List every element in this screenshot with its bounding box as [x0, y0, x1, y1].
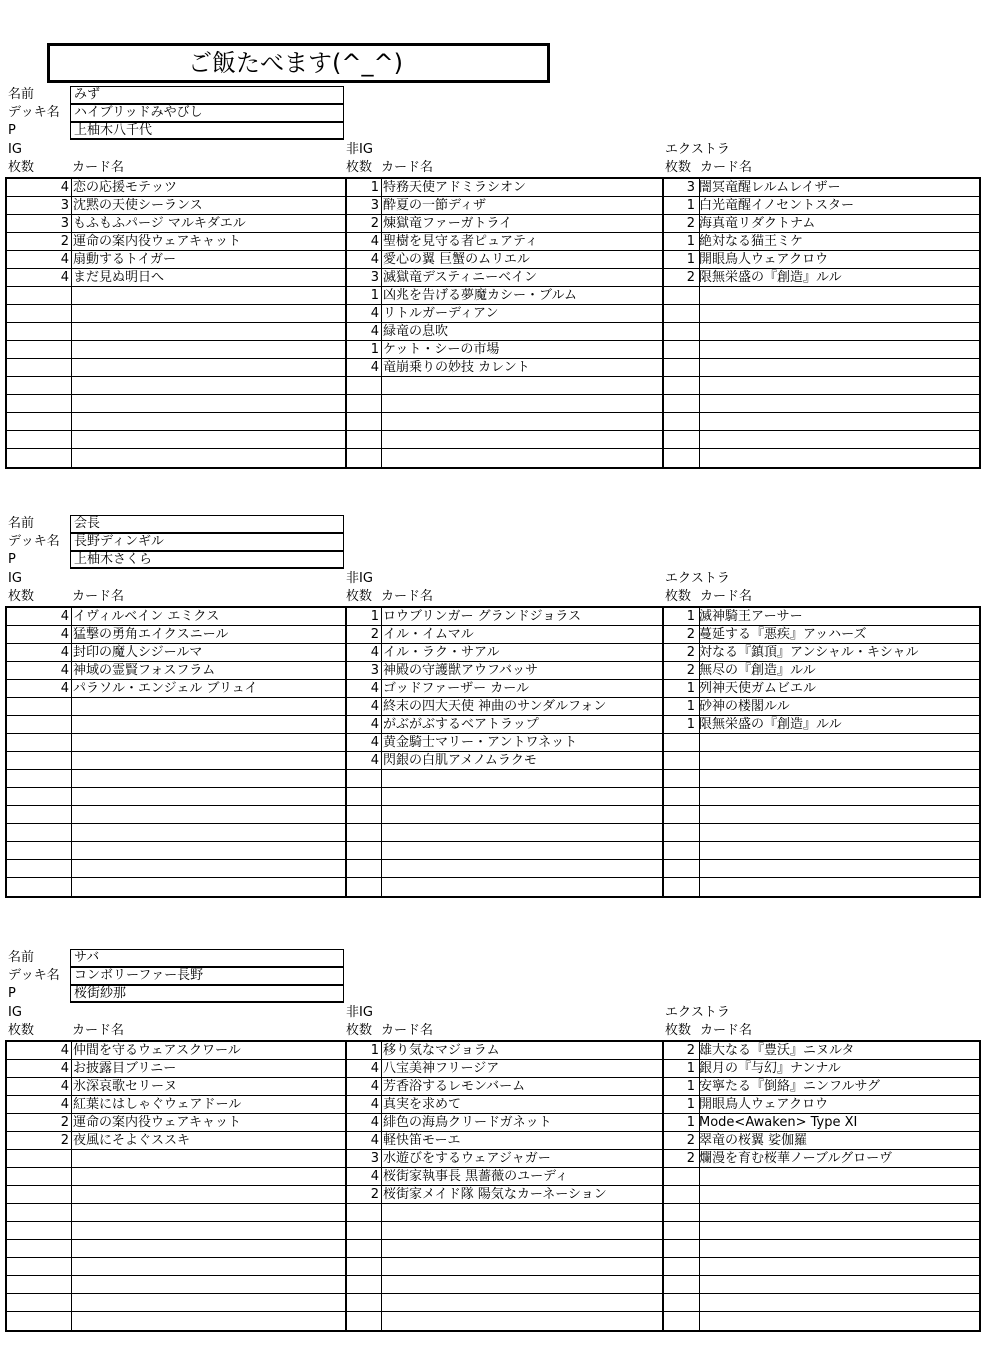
extra-card-count: 2 — [686, 663, 695, 678]
ig-card-count: 2 — [60, 1133, 69, 1148]
table-row — [7, 233, 979, 251]
extra-card-count: 1 — [686, 717, 695, 732]
non-ig-card-name: 黄金騎士マリー・アントワネット — [383, 735, 578, 750]
table-row — [7, 752, 979, 770]
ig-card-name-header: カード名 — [72, 589, 125, 604]
non-ig-card-count: 3 — [370, 1151, 379, 1166]
ig-card-name: 扇動するトイガー — [73, 252, 176, 267]
non-ig-card-count: 4 — [370, 1061, 379, 1076]
ig-header: IG — [8, 571, 22, 586]
ig-card-count: 4 — [60, 1097, 69, 1112]
non-ig-header: 非IG — [346, 1005, 373, 1020]
table-row — [7, 197, 979, 215]
ig-card-name: まだ見ぬ明日へ — [73, 270, 165, 285]
sheet-title-box — [47, 43, 550, 83]
extra-card-count: 1 — [686, 198, 695, 213]
table-row — [7, 842, 979, 860]
table-row — [7, 626, 979, 644]
ig-count-header: 枚数 — [8, 1023, 35, 1038]
table-row — [7, 770, 979, 788]
p-label: P — [8, 552, 16, 567]
non-ig-card-count: 4 — [370, 753, 379, 768]
deck-name-field: 長野ディンギル — [70, 533, 344, 551]
table-row — [7, 806, 979, 824]
ig-card-count: 3 — [60, 198, 69, 213]
extra-card-name: 海真竜リダクトナム — [699, 216, 816, 231]
table-row — [7, 1078, 979, 1096]
non-ig-card-count: 3 — [370, 198, 379, 213]
ig-card-count: 4 — [60, 663, 69, 678]
extra-card-count: 1 — [686, 1115, 695, 1130]
non-ig-card-name: 真実を求めて — [383, 1097, 462, 1112]
ig-card-name: 沈黙の天使シーランス — [73, 198, 203, 213]
table-row — [7, 431, 979, 449]
extra-card-count: 1 — [686, 681, 695, 696]
non-ig-card-count: 1 — [370, 342, 379, 357]
non-ig-card-name: 特務天使アドミラシオン — [383, 180, 527, 195]
non-ig-card-name: がぶがぶするベアトラップ — [383, 717, 539, 732]
extra-card-name: 限無栄盛の『創造』ルル — [699, 717, 842, 732]
table-row — [7, 860, 979, 878]
table-row — [7, 413, 979, 431]
table-row — [7, 878, 979, 896]
ig-card-count: 3 — [60, 216, 69, 231]
extra-card-name: 絶対なる猫王ミケ — [699, 234, 804, 249]
extra-card-count: 1 — [686, 1061, 695, 1076]
ig-card-name: 夜風にそよぐススキ — [73, 1133, 191, 1148]
ig-card-name: もふもふパージ マルキダエル — [73, 216, 246, 231]
table-row — [7, 1204, 979, 1222]
ig-card-count: 4 — [60, 252, 69, 267]
non-ig-card-count: 4 — [370, 1097, 379, 1112]
non-ig-card-name: 移り気なマジョラム — [383, 1043, 500, 1058]
non-ig-card-count: 4 — [370, 360, 379, 375]
p-field: 上柚木さくら — [70, 551, 344, 569]
extra-card-name-header: カード名 — [700, 160, 753, 175]
non-ig-card-name: ゴッドファーザー カール — [383, 681, 529, 696]
table-row — [7, 608, 979, 626]
non-ig-card-count: 1 — [370, 1043, 379, 1058]
extra-card-count: 1 — [686, 1097, 695, 1112]
table-row — [7, 1312, 979, 1330]
non-ig-card-count: 4 — [370, 681, 379, 696]
ig-card-name: お披露目ブリニー — [73, 1061, 177, 1076]
extra-card-count: 1 — [686, 234, 695, 249]
extra-count-header: 枚数 — [665, 1023, 692, 1038]
non-ig-header: 非IG — [346, 142, 373, 157]
table-row — [7, 377, 979, 395]
extra-card-name: 蔓延する『悪疾』アッハーズ — [699, 627, 867, 642]
extra-card-count: 2 — [686, 1133, 695, 1148]
ig-count-header: 枚数 — [8, 589, 35, 604]
p-field: 上柚木八千代 — [70, 122, 344, 140]
player-name-field: みず — [70, 86, 344, 104]
non-ig-card-name: 八宝美神フリージア — [383, 1061, 500, 1076]
extra-count-header: 枚数 — [665, 160, 692, 175]
deck-name-field: コンボリーファー長野 — [70, 967, 344, 985]
non-ig-card-name: 神殿の守護獣アウフバッサ — [383, 663, 538, 678]
non-ig-card-count: 3 — [370, 663, 379, 678]
name-label: 名前 — [8, 516, 35, 531]
ig-card-name: 仲間を守るウェアスクワール — [73, 1043, 241, 1058]
deck-name-label: デッキ名 — [8, 534, 60, 549]
ig-card-name: 封印の魔人シジールマ — [73, 645, 203, 660]
ig-card-name: 猛撃の勇角エイクスニール — [73, 627, 229, 642]
non-ig-card-count: 4 — [370, 324, 379, 339]
ig-card-name: イヴィルベイン エミクス — [73, 609, 220, 624]
extra-card-name: 開眼鳥人ウェアクロウ — [699, 252, 829, 267]
non-ig-card-name: 凶兆を告げる夢魔カシー・ブルム — [383, 288, 577, 303]
table-row — [7, 1258, 979, 1276]
non-ig-card-name: イル・イムマル — [383, 627, 474, 642]
non-ig-card-name: 緑竜の息吹 — [383, 324, 449, 339]
ig-card-name: 運命の案内役ウェアキャット — [73, 234, 241, 249]
table-row — [7, 1276, 979, 1294]
table-row — [7, 341, 979, 359]
extra-card-count: 1 — [686, 252, 695, 267]
extra-card-count: 1 — [686, 699, 695, 714]
p-label: P — [8, 986, 16, 1001]
non-ig-card-name: 軽快笛モーエ — [383, 1133, 461, 1148]
non-ig-card-name: 閃銀の白肌アメノムラクモ — [383, 753, 537, 768]
non-ig-count-header: 枚数 — [346, 160, 373, 175]
extra-card-name: 白光竜醒イノセントスター — [699, 198, 854, 213]
card-grid — [5, 1040, 981, 1332]
card-grid — [5, 606, 981, 898]
ig-header: IG — [8, 1005, 22, 1020]
extra-count-header: 枚数 — [665, 589, 692, 604]
extra-header: エクストラ — [665, 571, 730, 586]
ig-card-count: 2 — [60, 234, 69, 249]
p-label: P — [8, 123, 16, 138]
name-label: 名前 — [8, 87, 35, 102]
extra-card-name: 限無栄盛の『創造』ルル — [699, 270, 842, 285]
table-row — [7, 698, 979, 716]
card-grid — [5, 177, 981, 469]
non-ig-count-header: 枚数 — [346, 589, 373, 604]
extra-card-name-header: カード名 — [700, 589, 753, 604]
table-row — [7, 359, 979, 377]
extra-card-count: 1 — [686, 609, 695, 624]
non-ig-card-count: 4 — [370, 234, 379, 249]
table-row — [7, 734, 979, 752]
extra-card-name: 無尽の『創造』ルル — [699, 663, 816, 678]
table-row — [7, 287, 979, 305]
table-row — [7, 251, 979, 269]
table-row — [7, 449, 979, 467]
extra-card-count: 2 — [686, 270, 695, 285]
extra-card-name: Mode<Awaken> Type XI — [699, 1115, 858, 1130]
ig-card-count: 4 — [60, 681, 69, 696]
non-ig-card-count: 1 — [370, 288, 379, 303]
non-ig-card-name-header: カード名 — [381, 1023, 434, 1038]
extra-card-count: 2 — [686, 627, 695, 642]
non-ig-card-count: 4 — [370, 1079, 379, 1094]
table-row — [7, 1222, 979, 1240]
ig-card-name-header: カード名 — [72, 1023, 125, 1038]
table-row — [7, 644, 979, 662]
ig-card-count: 4 — [60, 1061, 69, 1076]
extra-card-name: 列神天使ガムビエル — [699, 681, 817, 696]
extra-header: エクストラ — [665, 1005, 730, 1020]
extra-card-count: 2 — [686, 645, 695, 660]
table-row — [7, 323, 979, 341]
non-ig-card-name: 竜崩乗りの妙技 カレント — [383, 360, 530, 375]
non-ig-card-count: 1 — [370, 609, 379, 624]
sheet-title: ご飯たべます(^_^) — [188, 49, 403, 77]
non-ig-card-count: 3 — [370, 270, 379, 285]
extra-card-name: 砂神の楼閣ルル — [699, 699, 790, 714]
ig-card-count: 4 — [60, 609, 69, 624]
non-ig-card-count: 2 — [370, 627, 379, 642]
ig-card-count: 4 — [60, 180, 69, 195]
extra-card-name: 爛漫を育む桜華ノーブルグローヴ — [699, 1151, 893, 1166]
player-name-field: 会長 — [70, 515, 344, 533]
non-ig-card-name: ケット・シーの市場 — [383, 342, 500, 357]
non-ig-card-count: 4 — [370, 699, 379, 714]
table-row — [7, 1096, 979, 1114]
non-ig-card-name: 桜街家メイド隊 陽気なカーネーション — [383, 1187, 607, 1202]
non-ig-card-count: 4 — [370, 1133, 379, 1148]
non-ig-card-name: 水遊びをするウェアジャガー — [383, 1151, 551, 1166]
ig-card-name: 紅葉にはしゃぐウェアドール — [73, 1097, 242, 1112]
non-ig-card-count: 4 — [370, 252, 379, 267]
non-ig-card-count: 4 — [370, 1115, 379, 1130]
extra-header: エクストラ — [665, 142, 730, 157]
extra-card-name: 銀月の『与幻』ナンナル — [699, 1061, 841, 1076]
non-ig-card-name: 芳香浴するレモンバーム — [383, 1079, 526, 1094]
table-row — [7, 215, 979, 233]
deck-name-label: デッキ名 — [8, 968, 60, 983]
non-ig-card-count: 2 — [370, 1187, 379, 1202]
non-ig-card-name-header: カード名 — [381, 589, 434, 604]
extra-card-name: 滅神騎王アーサー — [699, 609, 803, 624]
non-ig-card-count: 4 — [370, 645, 379, 660]
p-field: 桜街紗那 — [70, 985, 344, 1003]
table-row — [7, 788, 979, 806]
table-row — [7, 716, 979, 734]
table-row — [7, 824, 979, 842]
ig-count-header: 枚数 — [8, 160, 35, 175]
table-row — [7, 1132, 979, 1150]
extra-card-count: 2 — [686, 216, 695, 231]
table-row — [7, 1114, 979, 1132]
table-row — [7, 1294, 979, 1312]
player-name-field: サバ — [70, 949, 344, 967]
deck-name-label: デッキ名 — [8, 105, 60, 120]
non-ig-card-name: イル・ラク・サアル — [383, 645, 500, 660]
non-ig-card-name: 終末の四大天使 神曲のサンダルフォン — [383, 699, 607, 714]
non-ig-card-name: 緋色の海鳥クリードガネット — [383, 1115, 552, 1130]
non-ig-card-name: 愛心の翼 巨蟹のムリエル — [383, 252, 530, 267]
table-row — [7, 1150, 979, 1168]
non-ig-card-count: 4 — [370, 306, 379, 321]
ig-card-count: 2 — [60, 1115, 69, 1130]
non-ig-card-count: 4 — [370, 717, 379, 732]
extra-card-name: 開眼鳥人ウェアクロウ — [699, 1097, 829, 1112]
non-ig-card-count: 4 — [370, 735, 379, 750]
table-row — [7, 1186, 979, 1204]
extra-card-count: 3 — [686, 180, 695, 195]
non-ig-card-name: 聖樹を見守る者ピュアティ — [383, 234, 538, 249]
table-row — [7, 269, 979, 287]
ig-card-name: 神域の霊賢フォスフラム — [73, 663, 216, 678]
non-ig-card-count: 4 — [370, 1169, 379, 1184]
non-ig-card-name-header: カード名 — [381, 160, 434, 175]
ig-card-name: 恋の応援モテッツ — [73, 180, 178, 195]
non-ig-card-name: リトルガーディアン — [383, 306, 499, 321]
ig-card-name: 運命の案内役ウェアキャット — [73, 1115, 241, 1130]
name-label: 名前 — [8, 950, 35, 965]
non-ig-card-count: 1 — [370, 180, 379, 195]
ig-card-count: 4 — [60, 645, 69, 660]
ig-card-name: パラソル・エンジェル ブリュイ — [73, 681, 258, 696]
ig-card-count: 4 — [60, 1043, 69, 1058]
table-row — [7, 1060, 979, 1078]
non-ig-card-name: 桜街家執事長 黒薔薇のユーディ — [383, 1169, 569, 1184]
extra-card-name: 翠竜の桜翼 娑伽羅 — [699, 1133, 808, 1148]
extra-card-name-header: カード名 — [700, 1023, 753, 1038]
non-ig-card-count: 2 — [370, 216, 379, 231]
table-row — [7, 662, 979, 680]
table-row — [7, 179, 979, 197]
table-row — [7, 395, 979, 413]
ig-card-name: 氷深哀歌セリーヌ — [73, 1079, 178, 1094]
ig-card-count: 4 — [60, 1079, 69, 1094]
non-ig-count-header: 枚数 — [346, 1023, 373, 1038]
table-row — [7, 305, 979, 323]
table-row — [7, 1042, 979, 1060]
extra-card-name: 闇冥竜醒レルムレイザー — [699, 180, 841, 195]
extra-card-count: 1 — [686, 1079, 695, 1094]
ig-header: IG — [8, 142, 22, 157]
non-ig-card-name: ロウブリンガー グランドジョラス — [383, 609, 581, 624]
table-row — [7, 1168, 979, 1186]
non-ig-card-name: 酔夏の一節ディザ — [383, 198, 486, 213]
deck-name-field: ハイブリッドみやびし — [70, 104, 344, 122]
extra-card-count: 2 — [686, 1043, 695, 1058]
extra-card-name: 対なる『鎮頂』アンシャル・キシャル — [699, 645, 919, 660]
non-ig-header: 非IG — [346, 571, 373, 586]
non-ig-card-name: 滅獄竜デスティニーベイン — [383, 270, 538, 285]
table-row — [7, 680, 979, 698]
table-row — [7, 1240, 979, 1258]
extra-card-count: 2 — [686, 1151, 695, 1166]
ig-card-count: 4 — [60, 627, 69, 642]
non-ig-card-name: 煉獄竜ファーガトライ — [383, 216, 513, 231]
extra-card-name: 雄大なる『豊沃』ニヌルタ — [699, 1043, 855, 1058]
ig-card-count: 4 — [60, 270, 69, 285]
extra-card-name: 安寧たる『倒絡』ニンフルサグ — [699, 1079, 880, 1094]
ig-card-name-header: カード名 — [72, 160, 125, 175]
